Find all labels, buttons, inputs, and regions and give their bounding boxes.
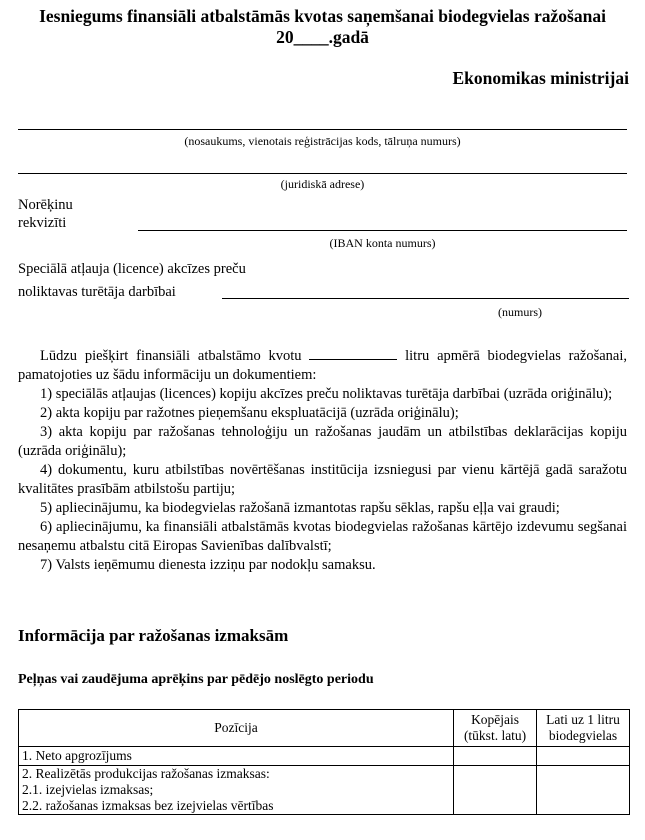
request-intro — [18, 347, 627, 385]
row-raw-material-costs: 2.1. izejvielas izmaksas; — [19, 782, 454, 798]
col-per-litre-line1: Lati uz 1 litru — [546, 712, 620, 727]
profit-loss-table — [18, 709, 630, 815]
cell-per-litre[interactable] — [537, 747, 630, 766]
doc-item-7: 7) Valsts ieņēmumu dienesta izziņu par nodokļu samaksu. — [40, 557, 376, 573]
bank-details-label-1: Norēķinu — [18, 197, 73, 213]
row-costs-excl-raw-material: 2.2. ražošanas izmaksas bez izejvielas vērtības — [19, 798, 454, 815]
applicant-name-caption: (nosaukums, vienotais reģistrācijas kods, tālruņa numurs) — [184, 134, 461, 148]
request-intro-before: Lūdzu piešķirt finansiāli atbalstāmo kvotu — [40, 348, 302, 364]
license-label-2: noliktavas turētāja darbībai — [18, 284, 176, 300]
table-row — [19, 766, 630, 783]
license-number-line[interactable] — [222, 298, 629, 299]
document-title-year: 20____.gadā — [276, 27, 369, 47]
legal-address-caption: (juridiskā adrese) — [280, 177, 365, 191]
recipient: Ekonomikas ministrijai — [452, 68, 629, 88]
table-header-row — [19, 710, 630, 747]
col-per-litre-line2: biodegvielas — [548, 728, 618, 743]
cell-total[interactable] — [454, 747, 537, 766]
cell-total[interactable] — [454, 766, 537, 815]
doc-item-3: 3) akta kopiju par ražošanas tehnoloģiju un ražošanas jaudām un atbilstības deklarācijas kopiju (uzrāda oriģinālu); — [18, 424, 627, 459]
doc-item-4: 4) dokumentu, kuru atbilstības novērtēšanas institūcija izsniegusi par vienu kārtējā gadā saražotu kvalitātes prasībām atbilstošu partiju; — [18, 462, 627, 497]
request-body — [18, 347, 627, 575]
col-per-litre-header — [537, 710, 630, 747]
document-title: Iesniegums finansiāli atbalstāmās kvotas saņemšanai biodegvielas ražošanai — [39, 6, 606, 26]
doc-item-2: 2) akta kopiju par ražotnes pieņemšanu ekspluatācijā (uzrāda oriģinālu); — [40, 405, 459, 421]
applicant-name-line[interactable] — [18, 129, 627, 130]
costs-heading: Informācija par ražošanas izmaksām — [18, 626, 289, 645]
iban-caption: (IBAN konta numurs) — [329, 236, 436, 250]
quota-blank[interactable] — [309, 347, 397, 360]
row-production-costs: 2. Realizētās produkcijas ražošanas izmaksas: — [19, 766, 454, 783]
license-number-caption: (numurs) — [498, 305, 542, 319]
table-row — [19, 747, 630, 766]
cell-per-litre[interactable] — [537, 766, 630, 815]
col-position-header: Pozīcija — [19, 710, 454, 747]
legal-address-line[interactable] — [18, 173, 627, 174]
iban-line[interactable] — [138, 230, 627, 231]
doc-item-1: 1) speciālās atļaujas (licences) kopiju akcīzes preču noliktavas turētāja darbībai (uzrāda oriģinālu); — [40, 386, 613, 402]
col-total-line2: (tūkst. latu) — [463, 728, 527, 743]
license-label-1: Speciālā atļauja (licence) akcīzes preču — [18, 261, 246, 277]
row-net-turnover: 1. Neto apgrozījums — [19, 747, 454, 766]
col-total-header — [454, 710, 537, 747]
request-intro-after: litru apmērā biodegvielas ražošanai, pamatojoties uz šādu informāciju un dokumentiem: — [18, 348, 627, 383]
doc-item-5: 5) apliecinājumu, ka biodegvielas ražošanā izmantotas rapšu sēklas, rapšu eļļa vai graudi; — [40, 500, 560, 516]
bank-details-label-2: rekvizīti — [18, 215, 67, 231]
costs-subheading: Peļņas vai zaudējuma aprēķins par pēdējo noslēgto periodu — [18, 672, 374, 687]
col-total-line1: Kopējais — [471, 712, 520, 727]
doc-item-6: 6) apliecinājumu, ka finansiāli atbalstāmās kvotas biodegvielas ražošanas kārtējo izdevumu segšanai nesaņemu atbalstu citā Eiropas Savienības dalībvalstī; — [18, 519, 627, 554]
